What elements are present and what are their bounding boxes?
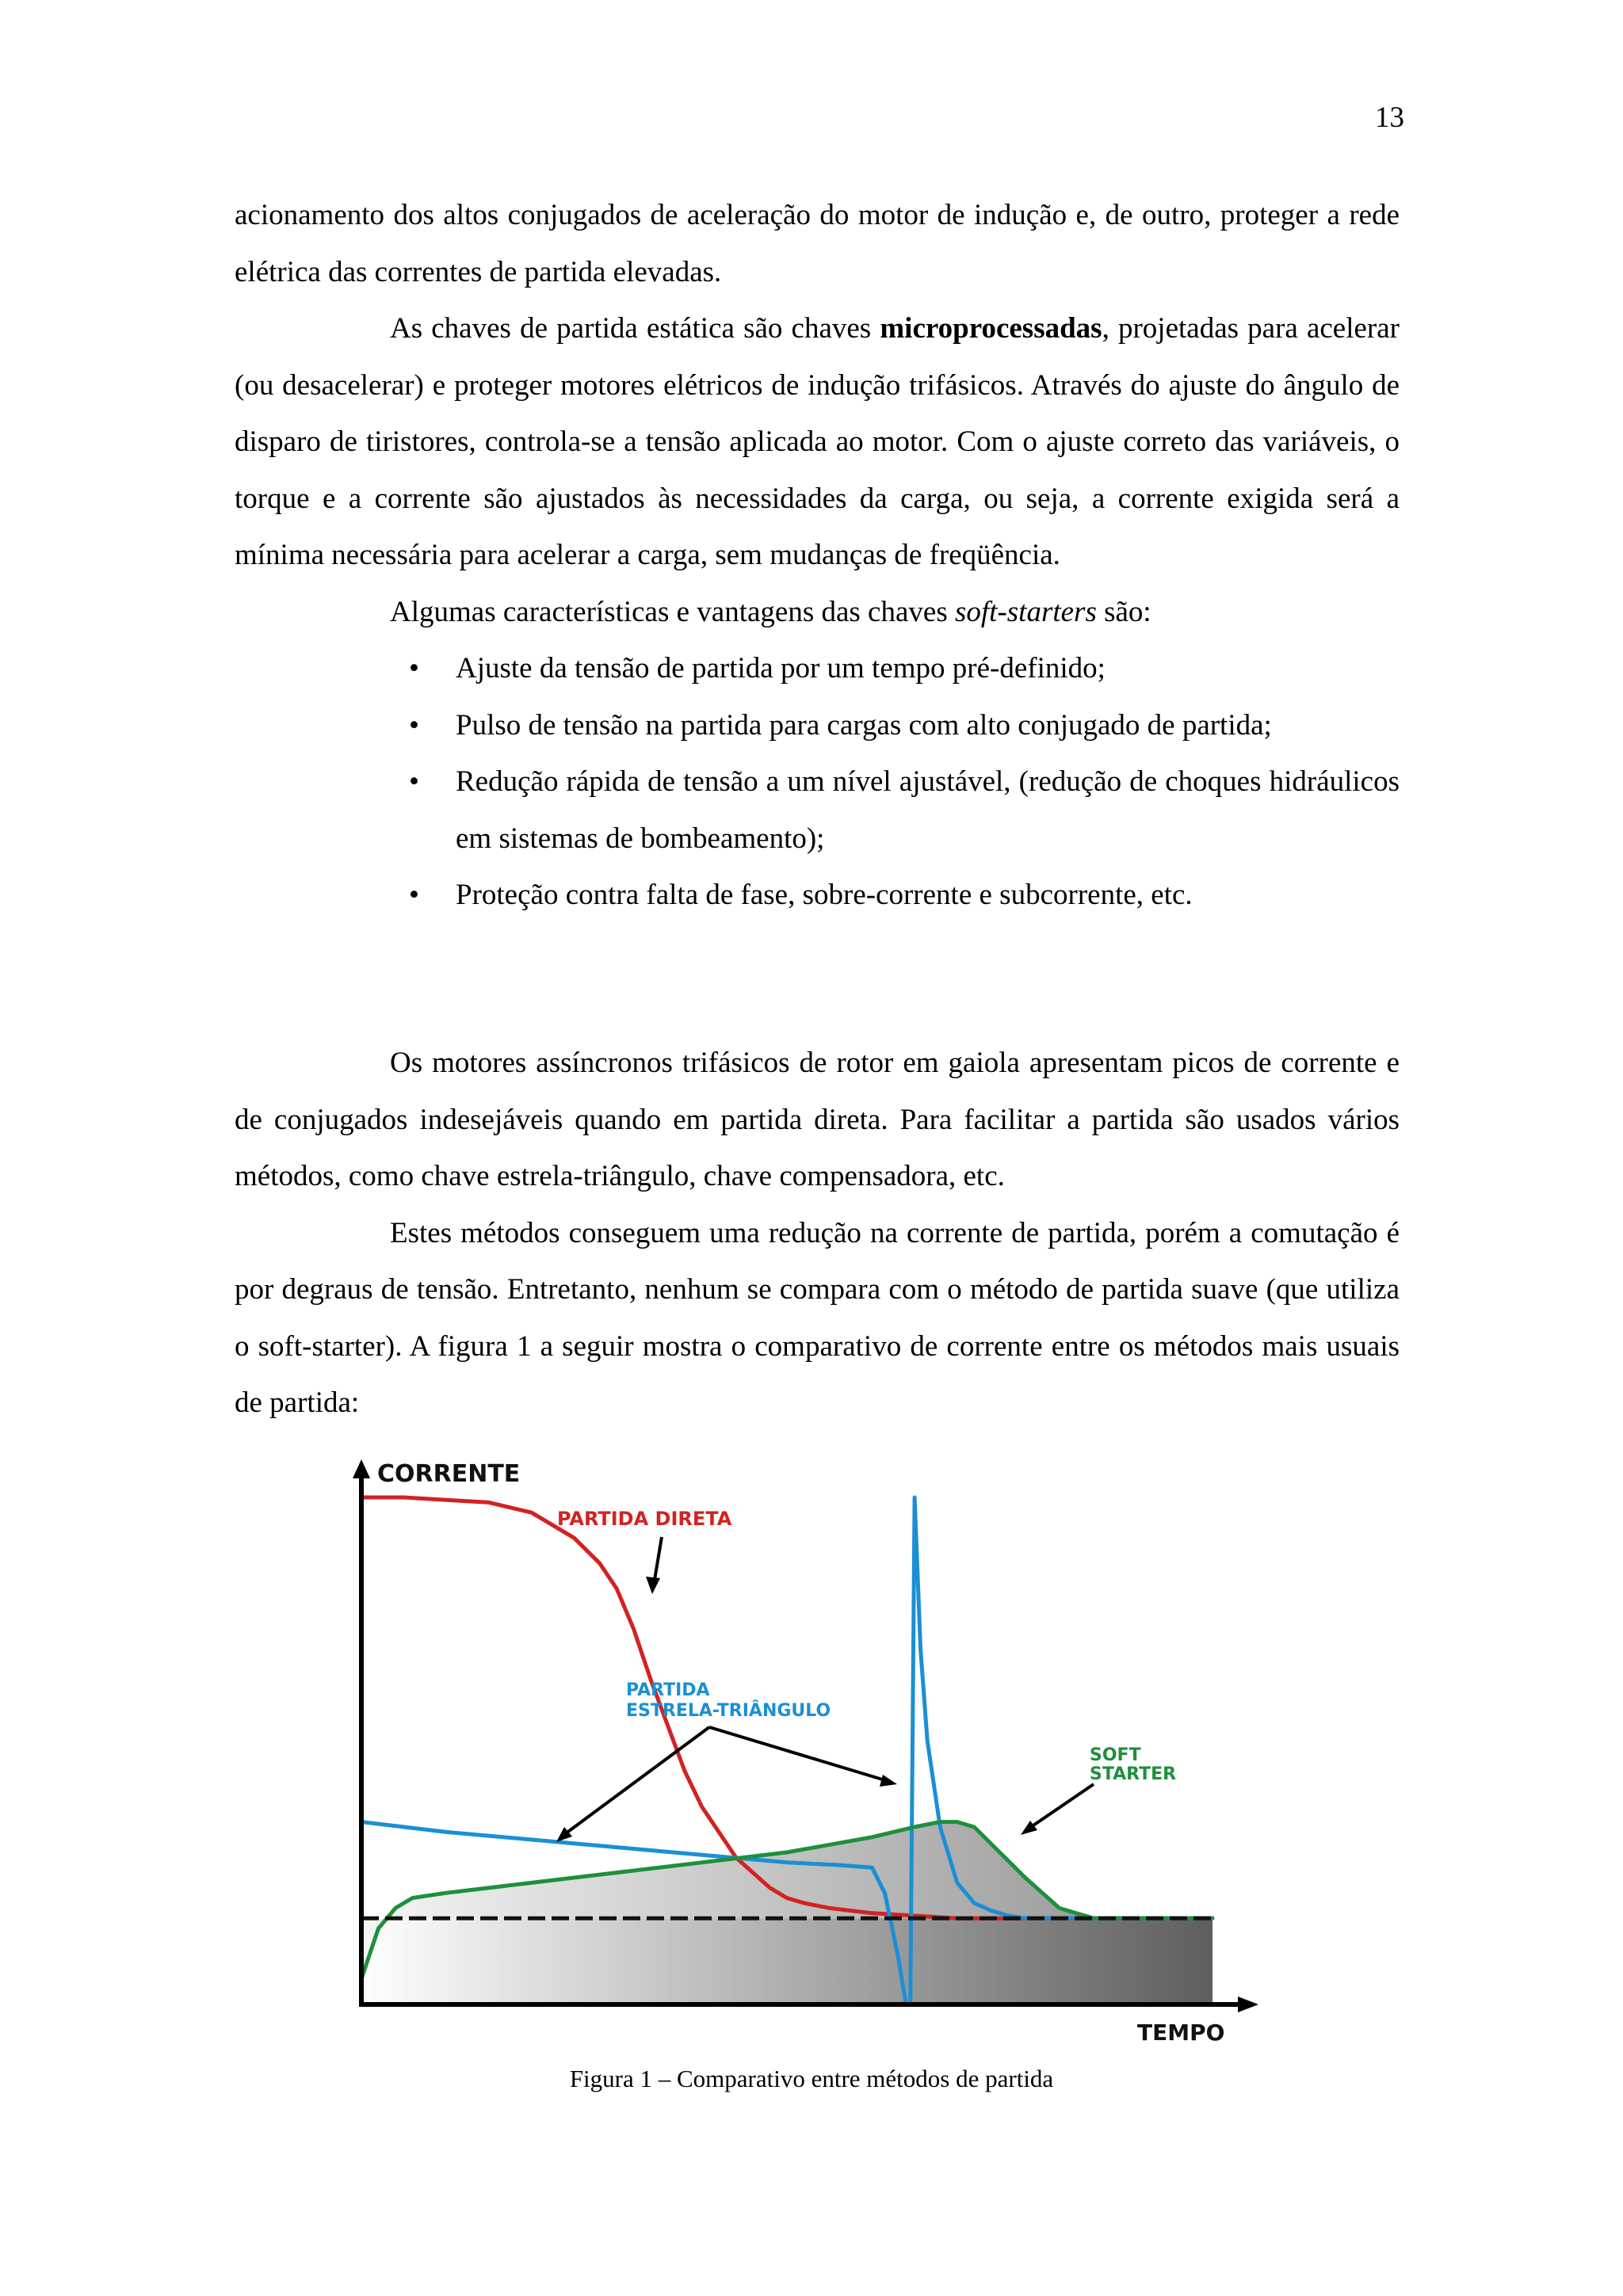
list-item-text: Pulso de tensão na partida para cargas com alto conjugado de partida; — [456, 708, 1272, 742]
paragraph-4: Os motores assíncronos trifásicos de rotor em gaiola apresentam picos de corrente e de conjugados indesejáveis quando em partida direta. Para facilitar a partida são usados vários métodos, como chave estrela-triângulo, chave compensadora, etc. — [235, 1047, 1400, 1192]
arrow-head-icon — [880, 1775, 897, 1787]
paragraph-3-end: são: — [1096, 595, 1151, 628]
paragraph-3-start: Algumas características e vantagens das chaves — [390, 595, 955, 628]
annotation-starter-label: STARTER — [1090, 1764, 1177, 1784]
annotation-estrela-triangulo-label: ESTRELA-TRIÂNGULO — [626, 1701, 831, 1721]
list-item — [235, 697, 1400, 754]
list-item — [235, 640, 1400, 697]
list-item-text: Proteção contra falta de fase, sobre-corrente e subcorrente, etc. — [456, 879, 1193, 911]
text-block-bottom — [235, 1035, 1400, 1432]
x-axis-label: TEMPO — [1137, 2019, 1225, 2046]
paragraph-2 — [235, 300, 1400, 584]
annotation-arrow-estrela-left — [563, 1727, 709, 1836]
bullet-icon: • — [409, 879, 419, 911]
advantages-list — [235, 640, 1400, 924]
bold-term-microprocessadas: microprocessadas — [880, 312, 1102, 345]
list-item — [235, 867, 1400, 924]
annotation-arrow-estrela-right — [709, 1727, 888, 1781]
bullet-icon: • — [409, 652, 419, 685]
x-axis-arrow-icon — [1238, 1997, 1258, 2012]
paragraph-2-end: , projetadas para acelerar (ou desacelerar) e proteger motores elétricos de indução trifásicos. Através do ajuste do ângulo de disparo de tiristores, controla-se a tensão aplicada ao motor. Com o ajuste correto das variáveis, o torque e a corrente são ajustados às necessidades da carga, ou seja, a corrente exigida será a mínima necessária para acelerar a carga, sem mudanças de freqüência. — [235, 312, 1400, 571]
text-block-top — [235, 187, 1400, 924]
paragraph-1: acionamento dos altos conjugados de aceleração do motor de indução e, de outro, proteger a rede elétrica das correntes de partida elevadas. — [235, 199, 1400, 288]
annotation-soft-label: SOFT — [1090, 1745, 1141, 1765]
starting-methods-chart — [333, 1458, 1268, 2060]
paragraph-5: Estes métodos conseguem uma redução na corrente de partida, porém a comutação é por degraus de tensão. Entretanto, nenhum se compara com o método de partida suave (que utiliza o soft-starter). A figura 1 a seguir mostra o comparativo de corrente entre os métodos mais usuais de partida: — [235, 1216, 1400, 1419]
list-item-text: Redução rápida de tensão a um nível ajustável, (redução de choques hidráulicos em sistemas de bombeamento); — [456, 765, 1400, 855]
y-axis-arrow-icon — [353, 1459, 370, 1478]
list-item-text: Ajuste da tensão de partida por um tempo pré-definido; — [456, 652, 1106, 685]
bullet-icon: • — [409, 765, 419, 798]
page-number: 13 — [1375, 101, 1404, 134]
italic-term-soft-starters: soft-starters — [954, 595, 1097, 628]
bullet-icon: • — [409, 708, 419, 742]
figure-1 — [333, 1458, 1268, 2060]
figure-caption: Figura 1 – Comparativo entre métodos de partida — [569, 2065, 1054, 2092]
paragraph-2-start: As chaves de partida estática são chaves — [390, 312, 880, 345]
annotation-arrow-soft — [1029, 1784, 1094, 1829]
annotation-arrow-direta — [654, 1537, 662, 1585]
arrow-head-icon — [646, 1577, 660, 1594]
annotation-partida-label: PARTIDA — [626, 1680, 710, 1700]
list-item — [235, 753, 1400, 867]
annotation-partida-direta: PARTIDA DIRETA — [557, 1508, 732, 1530]
y-axis-label: CORRENTE — [377, 1460, 521, 1488]
nominal-current-area — [361, 1918, 1212, 2004]
paragraph-3 — [235, 584, 1400, 641]
